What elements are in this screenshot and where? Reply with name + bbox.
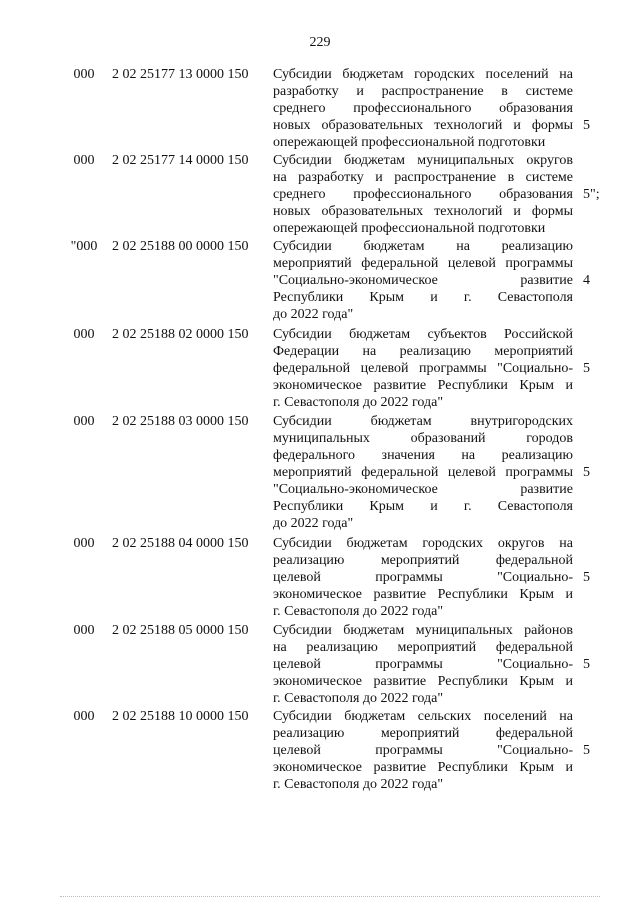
budget-code-cell: 2 02 25188 02 0000 150 xyxy=(112,327,249,342)
revenue-name-cell xyxy=(273,535,573,620)
revenue-name-line: опережающей профессиональной подготовки xyxy=(273,135,546,150)
revenue-name-line: федеральной целевой программы "Социально- xyxy=(273,361,573,376)
value-cell: 5 xyxy=(583,657,590,672)
revenue-name-line: федерального значения на реализацию xyxy=(273,448,573,463)
value-cell: 5 xyxy=(583,118,590,133)
admin-code-cell: "000 xyxy=(70,239,98,254)
revenue-name-cell xyxy=(273,238,573,323)
value-cell: 5"; xyxy=(583,187,600,202)
revenue-name-line: Субсидии бюджетам городских поселений на xyxy=(273,67,573,82)
admin-code-cell: 000 xyxy=(73,623,95,638)
revenue-name-line: г. Севастополя до 2022 года" xyxy=(273,604,444,619)
budget-code-cell: 2 02 25188 10 0000 150 xyxy=(112,709,249,724)
revenue-name-cell xyxy=(273,413,573,532)
revenue-name-cell xyxy=(273,708,573,793)
admin-code-cell: 000 xyxy=(73,327,95,342)
admin-code-cell: 000 xyxy=(73,67,95,82)
revenue-name-line: мероприятий федеральной целевой программы xyxy=(273,256,573,271)
revenue-name-line: целевой программы "Социально- xyxy=(273,570,573,585)
revenue-name-line: среднего профессионального образования xyxy=(273,187,573,202)
revenue-name-line: реализацию мероприятий федеральной xyxy=(273,553,573,568)
revenue-name-line: новых образовательных технологий и формы xyxy=(273,204,573,219)
revenue-name-line: до 2022 года" xyxy=(273,307,354,322)
revenue-name-line: Субсидии бюджетам сельских поселений на xyxy=(273,709,573,724)
value-cell: 4 xyxy=(583,273,590,288)
revenue-name-line: на разработку и распространение в системе xyxy=(273,170,573,185)
revenue-name-cell xyxy=(273,326,573,411)
budget-code-cell: 2 02 25188 03 0000 150 xyxy=(112,414,249,429)
admin-code-cell: 000 xyxy=(73,414,95,429)
revenue-name-line: опережающей профессиональной подготовки xyxy=(273,221,546,236)
revenue-name-line: целевой программы "Социально- xyxy=(273,743,573,758)
value-cell: 5 xyxy=(583,570,590,585)
revenue-name-line: Субсидии бюджетам на реализацию xyxy=(273,239,573,254)
revenue-name-line: Республики Крым и г. Севастополя xyxy=(273,499,573,514)
revenue-name-line: Федерации на реализацию мероприятий xyxy=(273,344,573,359)
admin-code-cell: 000 xyxy=(73,709,95,724)
revenue-name-cell xyxy=(273,66,573,151)
revenue-name-line: мероприятий федеральной целевой программы xyxy=(273,465,573,480)
revenue-name-line: экономическое развитие Республики Крым и xyxy=(273,760,573,775)
revenue-name-line: г. Севастополя до 2022 года" xyxy=(273,395,444,410)
value-cell: 5 xyxy=(583,743,590,758)
revenue-name-line: на реализацию мероприятий федеральной xyxy=(273,640,573,655)
revenue-name-line: разработку и распространение в системе xyxy=(273,84,573,99)
revenue-name-line: "Социально-экономическое развитие xyxy=(273,482,573,497)
revenue-name-line: экономическое развитие Республики Крым и xyxy=(273,674,573,689)
revenue-name-line: "Социально-экономическое развитие xyxy=(273,273,573,288)
revenue-name-line: Субсидии бюджетам муниципальных округов xyxy=(273,153,573,168)
revenue-name-line: Субсидии бюджетам муниципальных районов xyxy=(273,623,573,638)
budget-code-cell: 2 02 25188 05 0000 150 xyxy=(112,623,249,638)
budget-code-cell: 2 02 25177 14 0000 150 xyxy=(112,153,249,168)
scan-edge-line xyxy=(60,896,600,898)
revenue-name-line: Субсидии бюджетам субъектов Российской xyxy=(273,327,573,342)
budget-code-cell: 2 02 25188 04 0000 150 xyxy=(112,536,249,551)
value-cell: 5 xyxy=(583,361,590,376)
revenue-name-line: муниципальных образований городов xyxy=(273,431,573,446)
revenue-name-line: экономическое развитие Республики Крым и xyxy=(273,378,573,393)
revenue-name-cell xyxy=(273,622,573,707)
revenue-name-line: Субсидии бюджетам городских округов на xyxy=(273,536,573,551)
revenue-name-line: Субсидии бюджетам внутригородских xyxy=(273,414,573,429)
revenue-name-line: реализацию мероприятий федеральной xyxy=(273,726,573,741)
revenue-name-line: целевой программы "Социально- xyxy=(273,657,573,672)
admin-code-cell: 000 xyxy=(73,536,95,551)
admin-code-cell: 000 xyxy=(73,153,95,168)
revenue-name-line: среднего профессионального образования xyxy=(273,101,573,116)
budget-code-cell: 2 02 25177 13 0000 150 xyxy=(112,67,249,82)
page-number: 229 xyxy=(309,35,331,50)
revenue-name-line: г. Севастополя до 2022 года" xyxy=(273,691,444,706)
revenue-name-line: до 2022 года" xyxy=(273,516,354,531)
revenue-name-line: новых образовательных технологий и формы xyxy=(273,118,573,133)
revenue-name-line: Республики Крым и г. Севастополя xyxy=(273,290,573,305)
budget-code-cell: 2 02 25188 00 0000 150 xyxy=(112,239,249,254)
revenue-name-line: экономическое развитие Республики Крым и xyxy=(273,587,573,602)
revenue-name-line: г. Севастополя до 2022 года" xyxy=(273,777,444,792)
value-cell: 5 xyxy=(583,465,590,480)
revenue-name-cell xyxy=(273,152,573,237)
